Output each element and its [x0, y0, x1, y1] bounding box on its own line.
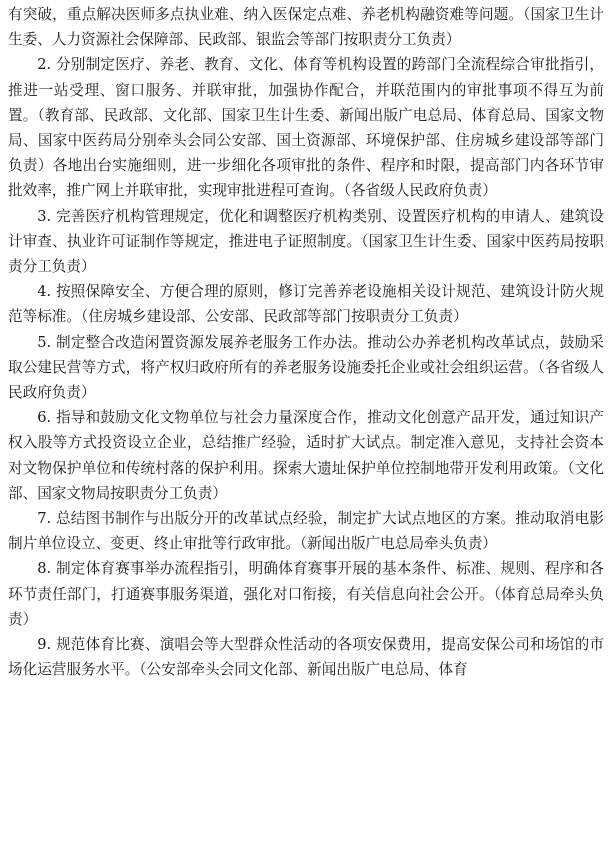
paragraph-item-7: 7. 总结图书制作与出版分开的改革试点经验，制定扩大试点地区的方案。推动取消电影制片单位设立、变更、终止审批等行政审批。（新闻出版广电总局牵头负责） [8, 510, 604, 553]
paragraph-item-6: 6. 指导和鼓励文化文物单位与社会力量深度合作，推动文化创意产品开发，通过知识产权入股等方式投资设立企业，总结推广经验，适时扩大试点。制定准入意见，支持社会资本对文物保护单位和传统村落的保护利用。探索大遗址保护单位控制地带开发利用政策。（文化部、国家文物局按职责分工负责） [8, 409, 604, 502]
paragraph-item-5: 5. 制定整合改造闲置资源发展养老服务工作办法。推动公办养老机构改革试点，鼓励采取公建民营等方式，将产权归政府所有的养老服务设施委托企业或社会组织运营。（各省级人民政府负责） [8, 333, 604, 402]
paragraph-item-8: 8. 制定体育赛事举办流程指引，明确体育赛事开展的基本条件、标准、规则、程序和各环节责任部门，打通赛事服务渠道，强化对口衔接，有关信息向社会公开。（体育总局牵头负责） [8, 560, 604, 628]
paragraph-item-2: 2. 分别制定医疗、养老、教育、文化、体育等机构设置的跨部门全流程综合审批指引，推进一站受理、窗口服务、并联审批，加强协作配合，并联范围内的审批事项不得互为前置。（教育部、民政部、文化部、国家卫生计生委、新闻出版广电总局、体育总局、国家文物局、国家中医药局分别牵头会同公安部、国土资源部、环境保护部、住房城乡建设部等部门负责）各地出台实施细则，进一步细化各项审批的条件、程序和时限，提高部门内各环节审批效率，推广网上并联审批，实现审批进程可查询。（各省级人民政府负责） [8, 56, 604, 200]
paragraph-item-4: 4. 按照保障安全、方便合理的原则，修订完善养老设施相关设计规范、建筑设计防火规范等标准。（住房城乡建设部、公安部、民政部等部门按职责分工负责） [8, 283, 604, 326]
paragraph-item-9: 9. 规范体育比赛、演唱会等大型群众性活动的各项安保费用，提高安保公司和场馆的市场化运营服务水平。（公安部牵头会同文化部、新闻出版广电总局、体育 [8, 636, 604, 679]
paragraph-item-3: 3. 完善医疗机构管理规定，优化和调整医疗机构类别、设置医疗机构的申请人、建筑设计审查、执业许可证制作等规定，推进电子证照制度。（国家卫生计生委、国家中医药局按职责分工负责） [8, 207, 604, 276]
paragraph-continuation: 有突破，重点解决医师多点执业难、纳入医保定点难、养老机构融资难等问题。（国家卫生计生委、人力资源社会保障部、民政部、银监会等部门按职责分工负责） [8, 6, 604, 49]
